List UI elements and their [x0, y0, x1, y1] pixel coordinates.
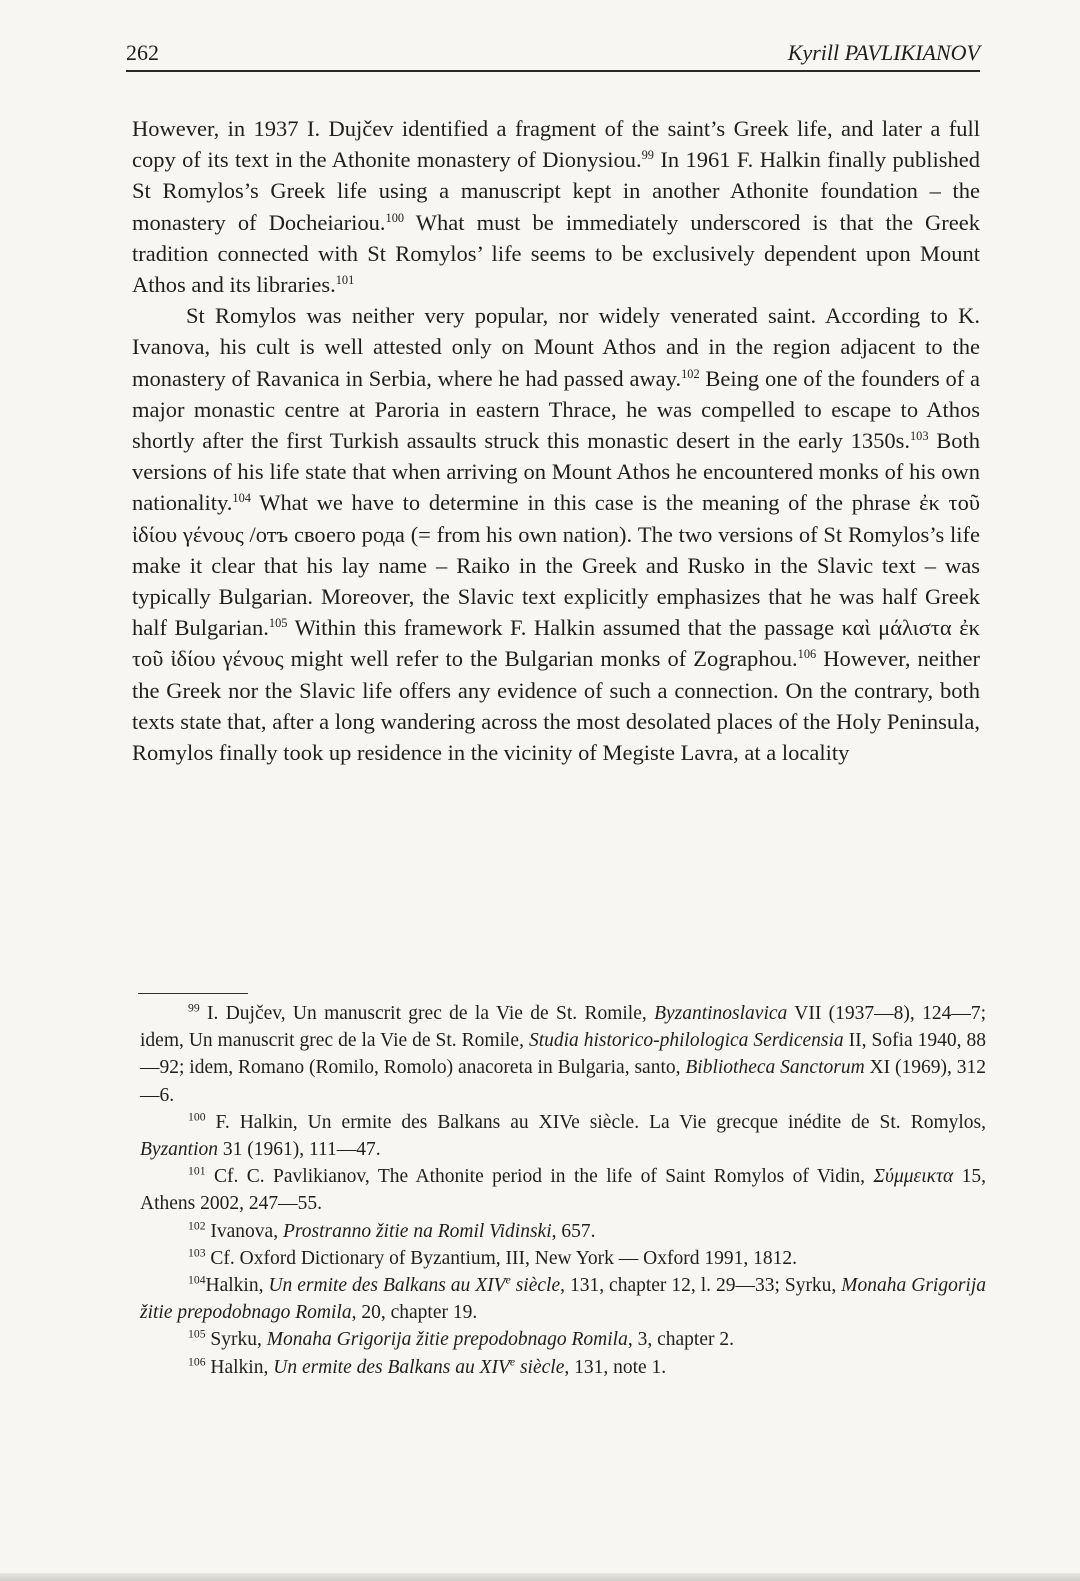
- footnote-100: $^{100}$ F. Halkin, Un ermite des Balkans au XIVe siècle. La Vie grecque inédite de St. Romylos, Byzantion 31 (1961), 111—47.: [140, 1110, 986, 1161]
- footnotes: [140, 1000, 986, 1381]
- footnote-105: $^{105}$ Syrku, Monaha Grigorija žitie prepodobnago Romila, 3, chapter 2.: [188, 1327, 734, 1351]
- footnote-102: $^{102}$ Ivanova, Prostranno žitie na Romil Vidinski, 657.: [188, 1219, 596, 1242]
- footnote-106: $^{106}$ Halkin, Un ermite des Balkans au XIVe siècle, 131, note 1.: [188, 1355, 667, 1378]
- footnote-99: $^{99}$ I. Dujčev, Un manuscrit grec de la Vie de St. Romile, Byzantinoslavica VII (1937—8), 124—7; idem, Un manuscrit grec de la Vie de St. Romile, Studia historico-philologica Serdicensia II, Sofia 1940, 88—92; idem, Romano (Romilo, Romolo) anacoreta in Bulgaria, santo, Bibliotheca Sanctorum XI (1969), 312—6.: [140, 1001, 987, 1106]
- footnote-ref-100[interactable]: 100: [385, 210, 405, 225]
- footnote-103: $^{103}$ Cf. Oxford Dictionary of Byzantium, III, New York — Oxford 1991, 1812.: [188, 1246, 797, 1269]
- footnote-ref-101[interactable]: 101: [335, 272, 355, 287]
- footnote-ref-106[interactable]: 106: [797, 647, 817, 662]
- footnote-ref-102[interactable]: 102: [681, 366, 700, 381]
- page-number: 262: [126, 40, 159, 65]
- footnote-ref-105[interactable]: 105: [268, 616, 288, 631]
- footnote-ref-104[interactable]: 104: [232, 491, 251, 506]
- paragraph-2: St Romylos was neither very popular, nor widely venerated saint. According to K. Ivanova, his cult is well attested only on Mount Athos and in the region adjacent to the monastery of Ravanica in Serbia, where he had passed away.$^{102}$ Being one of the founders of a major monastic centre at Paroria in eastern Thrace, he was compelled to escape to Athos shortly after the first Turkish assaults struck this monastic desert in the early 1350s.$^{103}$ Both versions of his life state that when arriving on Mount Athos he encountered monks of his own nationality.$^{104}$ What we have to determine in this case is the meaning of the phrase ἐκ τοῦ ἰδίου γένους /отъ своего рода (= from his own nation). The two versions of St Romylos’s life make it clear that his lay name – Raiko in the Greek and Rusko in the Slavic text – was typically Bulgarian. Moreover, the Slavic text explicitly emphasizes that he was half Greek half Bulgarian.$^{105}$ Within this framework F. Halkin assumed that the passage καὶ μάλιστα ἐκ τοῦ ἰδίου γένους might well refer to the Bulgarian monks of Zographou.$^{106}$ However, neither the Greek nor the Slavic life offers any evidence of such a connection. On the contrary, both texts state that, after a long wandering across the most desolated places of the Holy Peninsula, Romylos finally took up residence in the vicinity of Megiste Lavra, at a locality: [132, 303, 981, 766]
- footnote-ref-99[interactable]: 99: [641, 148, 654, 163]
- footnote-separator: [138, 993, 248, 994]
- footnote-101: $^{101}$ Cf. C. Pavlikianov, The Athonite period in the life of Saint Romylos of Vidin, Σύμμεικτα 15, Athens 2002, 247—55.: [140, 1164, 987, 1215]
- page-header: [126, 28, 980, 72]
- main-text: [132, 113, 980, 768]
- running-head-author: Kyrill PAVLIKIANOV: [787, 40, 980, 65]
- footnote-ref-103[interactable]: 103: [910, 429, 929, 443]
- page-bottom-edge: [0, 1573, 1080, 1581]
- paragraph-1: However, in 1937 I. Dujčev identified a fragment of the saint’s Greek life, and later a full copy of its text in the Athonite monastery of Dionysiou.$^{99}$ In 1961 F. Halkin finally published St Romylos’s Greek life using a manuscript kept in another Athonite foundation – the monastery of Docheiariou.$^{100}$ What must be immediately underscored is that the Greek tradition connected with St Romylos’ life seems to be exclusively dependent upon Mount Athos and its libraries.$^{101}$: [132, 116, 981, 298]
- footnote-104: $^{104}$Halkin, Un ermite des Balkans au XIVe siècle, 131, chapter 12, l. 29—33; Syrku, Monaha Grigorija žitie prepodobnago Romila, 20, chapter 19.: [140, 1273, 987, 1324]
